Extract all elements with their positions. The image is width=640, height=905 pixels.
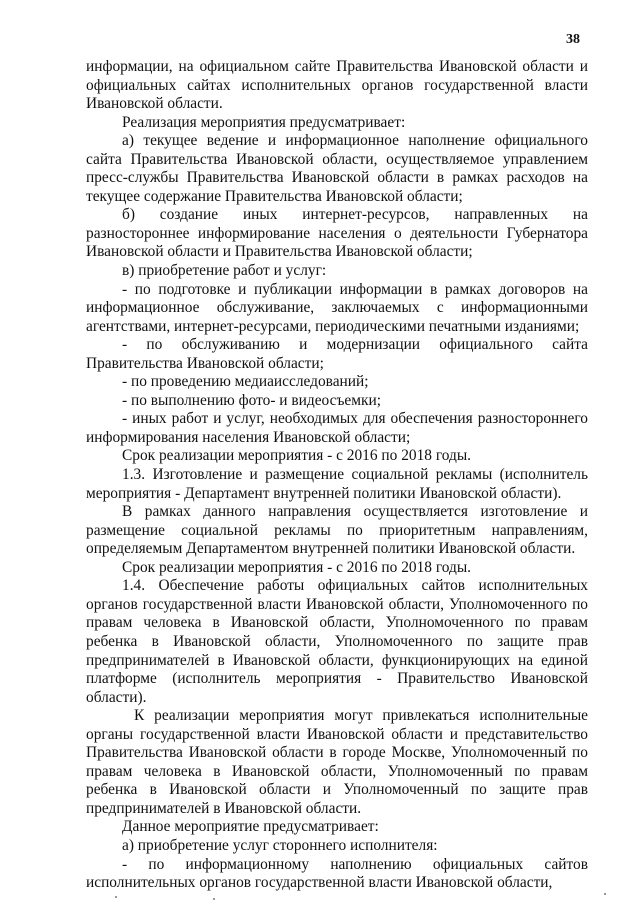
- paragraph: информации, на официальном сайте Правительства Ивановской области и официальных сайтах исполнительных органов государственной власти Ивановской области.: [86, 58, 588, 113]
- paragraph: 1.4. Обеспечение работы официальных сайтов исполнительных органов государственной власти Ивановской области, Уполномоченного по правам человека в Ивановской области, Уполномоченного по правам ребенка в Ивановской области, Уполномоченного по защите прав предпринимателей в Ивановской области, функционирующих на единой платформе (исполнитель мероприятия - Правительство Ивановской области).: [86, 577, 588, 706]
- paragraph: а) приобретение услуг стороннего исполнителя:: [122, 836, 438, 854]
- paragraph: Данное мероприятие предусматривает:: [122, 818, 379, 836]
- scan-speck: [213, 898, 215, 900]
- paragraph: б) создание иных интернет-ресурсов, направленных на разностороннее информирование населения о деятельности Губернатора Ивановской области и Правительства Ивановской области;: [86, 206, 588, 261]
- paragraph: В рамках данного направления осуществляется изготовление и размещение социальной рекламы по приоритетным направлениям, определяемым Департаментом внутренней политики Ивановской области.: [86, 503, 588, 558]
- paragraph: - по информационному наполнению официальных сайтов исполнительных органов государственной власти Ивановской области,: [86, 855, 588, 892]
- paragraph: - по подготовке и публикации информации в рамках договоров на информационное обслуживание, заключаемых с информационными агентствами, интернет-ресурсами, периодическими печатными изданиями;: [86, 280, 588, 335]
- paragraph: - по проведению медиаисследований;: [122, 373, 369, 391]
- scan-speck: [115, 896, 117, 898]
- document-body: [86, 58, 588, 893]
- paragraph: Срок реализации мероприятия - с 2016 по 2018 годы.: [122, 447, 472, 465]
- page-number: 38: [566, 32, 580, 47]
- paragraph: К реализации мероприятия могут привлекаться исполнительные органы государственной власти Ивановской области и представительство Правительства Ивановской области в городе Москве, Уполномоченный по правам человека в Ивановской области, Уполномоченный по правам ребенка в Ивановской области и Уполномоченный по защите прав предпринимателей в Ивановской области.: [86, 707, 588, 817]
- paragraph: 1.3. Изготовление и размещение социальной рекламы (исполнитель мероприятия - Департамент внутренней политики Ивановской области).: [86, 466, 588, 502]
- paragraph: Срок реализации мероприятия - с 2016 по 2018 годы.: [122, 558, 472, 576]
- paragraph: в) приобретение работ и услуг:: [122, 262, 327, 280]
- paragraph: а) текущее ведение и информационное наполнение официального сайта Правительства Ивановской области, осуществляемое управлением пресс-службы Правительства Ивановской области в рамках расходов на текущее содержание Правительства Ивановской области;: [86, 132, 588, 205]
- paragraph: - по обслуживанию и модернизации официального сайта Правительства Ивановской области;: [86, 336, 588, 372]
- paragraph: - по выполнению фото- и видеосъемки;: [122, 391, 381, 409]
- paragraph: - иных работ и услуг, необходимых для обеспечения разностороннего информирования населения Ивановской области;: [86, 410, 588, 446]
- paragraph: Реализация мероприятия предусматривает:: [122, 113, 406, 131]
- scan-speck: [604, 893, 606, 895]
